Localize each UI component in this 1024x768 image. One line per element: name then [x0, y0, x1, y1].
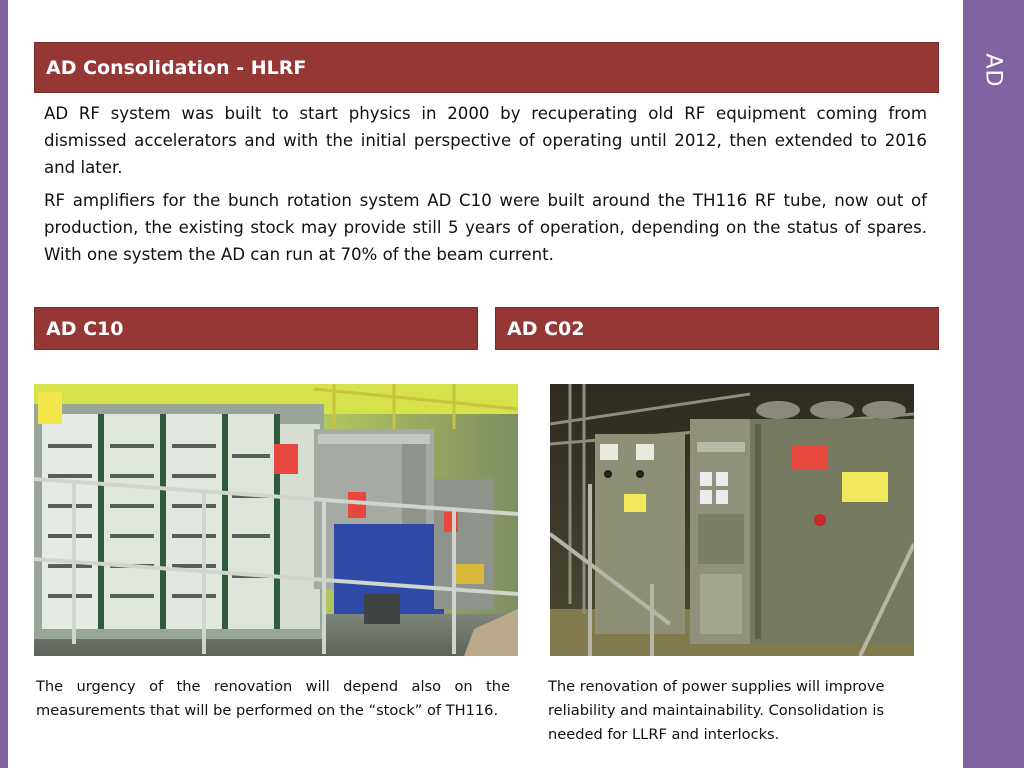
section-title: AD C10 [46, 317, 124, 340]
photo-ad-c02-drawing [550, 384, 914, 656]
body-text [44, 100, 927, 274]
section-header-ad-c02 [495, 307, 939, 350]
slide-title: AD Consolidation - HLRF [46, 56, 307, 79]
right-side-band [963, 0, 1024, 768]
side-label: AD [980, 53, 1006, 87]
section-title: AD C02 [507, 317, 585, 340]
photo-ad-c10-drawing [34, 384, 518, 656]
body-paragraph: RF amplifiers for the bunch rotation system AD C10 were built around the TH116 RF tube, now out of production, the existing stock may provide still 5 years of operation, depending on the status of spares. With one system the AD can run at 70% of the beam current. [44, 191, 927, 264]
slide-title-bar [34, 42, 939, 93]
caption-ad-c02: The renovation of power supplies will improve reliability and maintainability. Consolidation is needed for LLRF and interlocks. [548, 678, 885, 743]
side-label-container [978, 30, 1008, 110]
body-paragraph: AD RF system was built to start physics in 2000 by recuperating old RF equipment coming from dismissed accelerators and with the initial perspective of operating until 2012, then extended to 2016 and later. [44, 104, 927, 177]
left-accent-strip [0, 0, 8, 768]
caption-ad-c10: The urgency of the renovation will depend also on the measurements that will be performed on the “stock” of TH116. [36, 678, 510, 719]
section-header-ad-c10 [34, 307, 478, 350]
photo-ad-c10-racks [34, 384, 518, 656]
photo-ad-c02-cabinets [550, 384, 914, 656]
